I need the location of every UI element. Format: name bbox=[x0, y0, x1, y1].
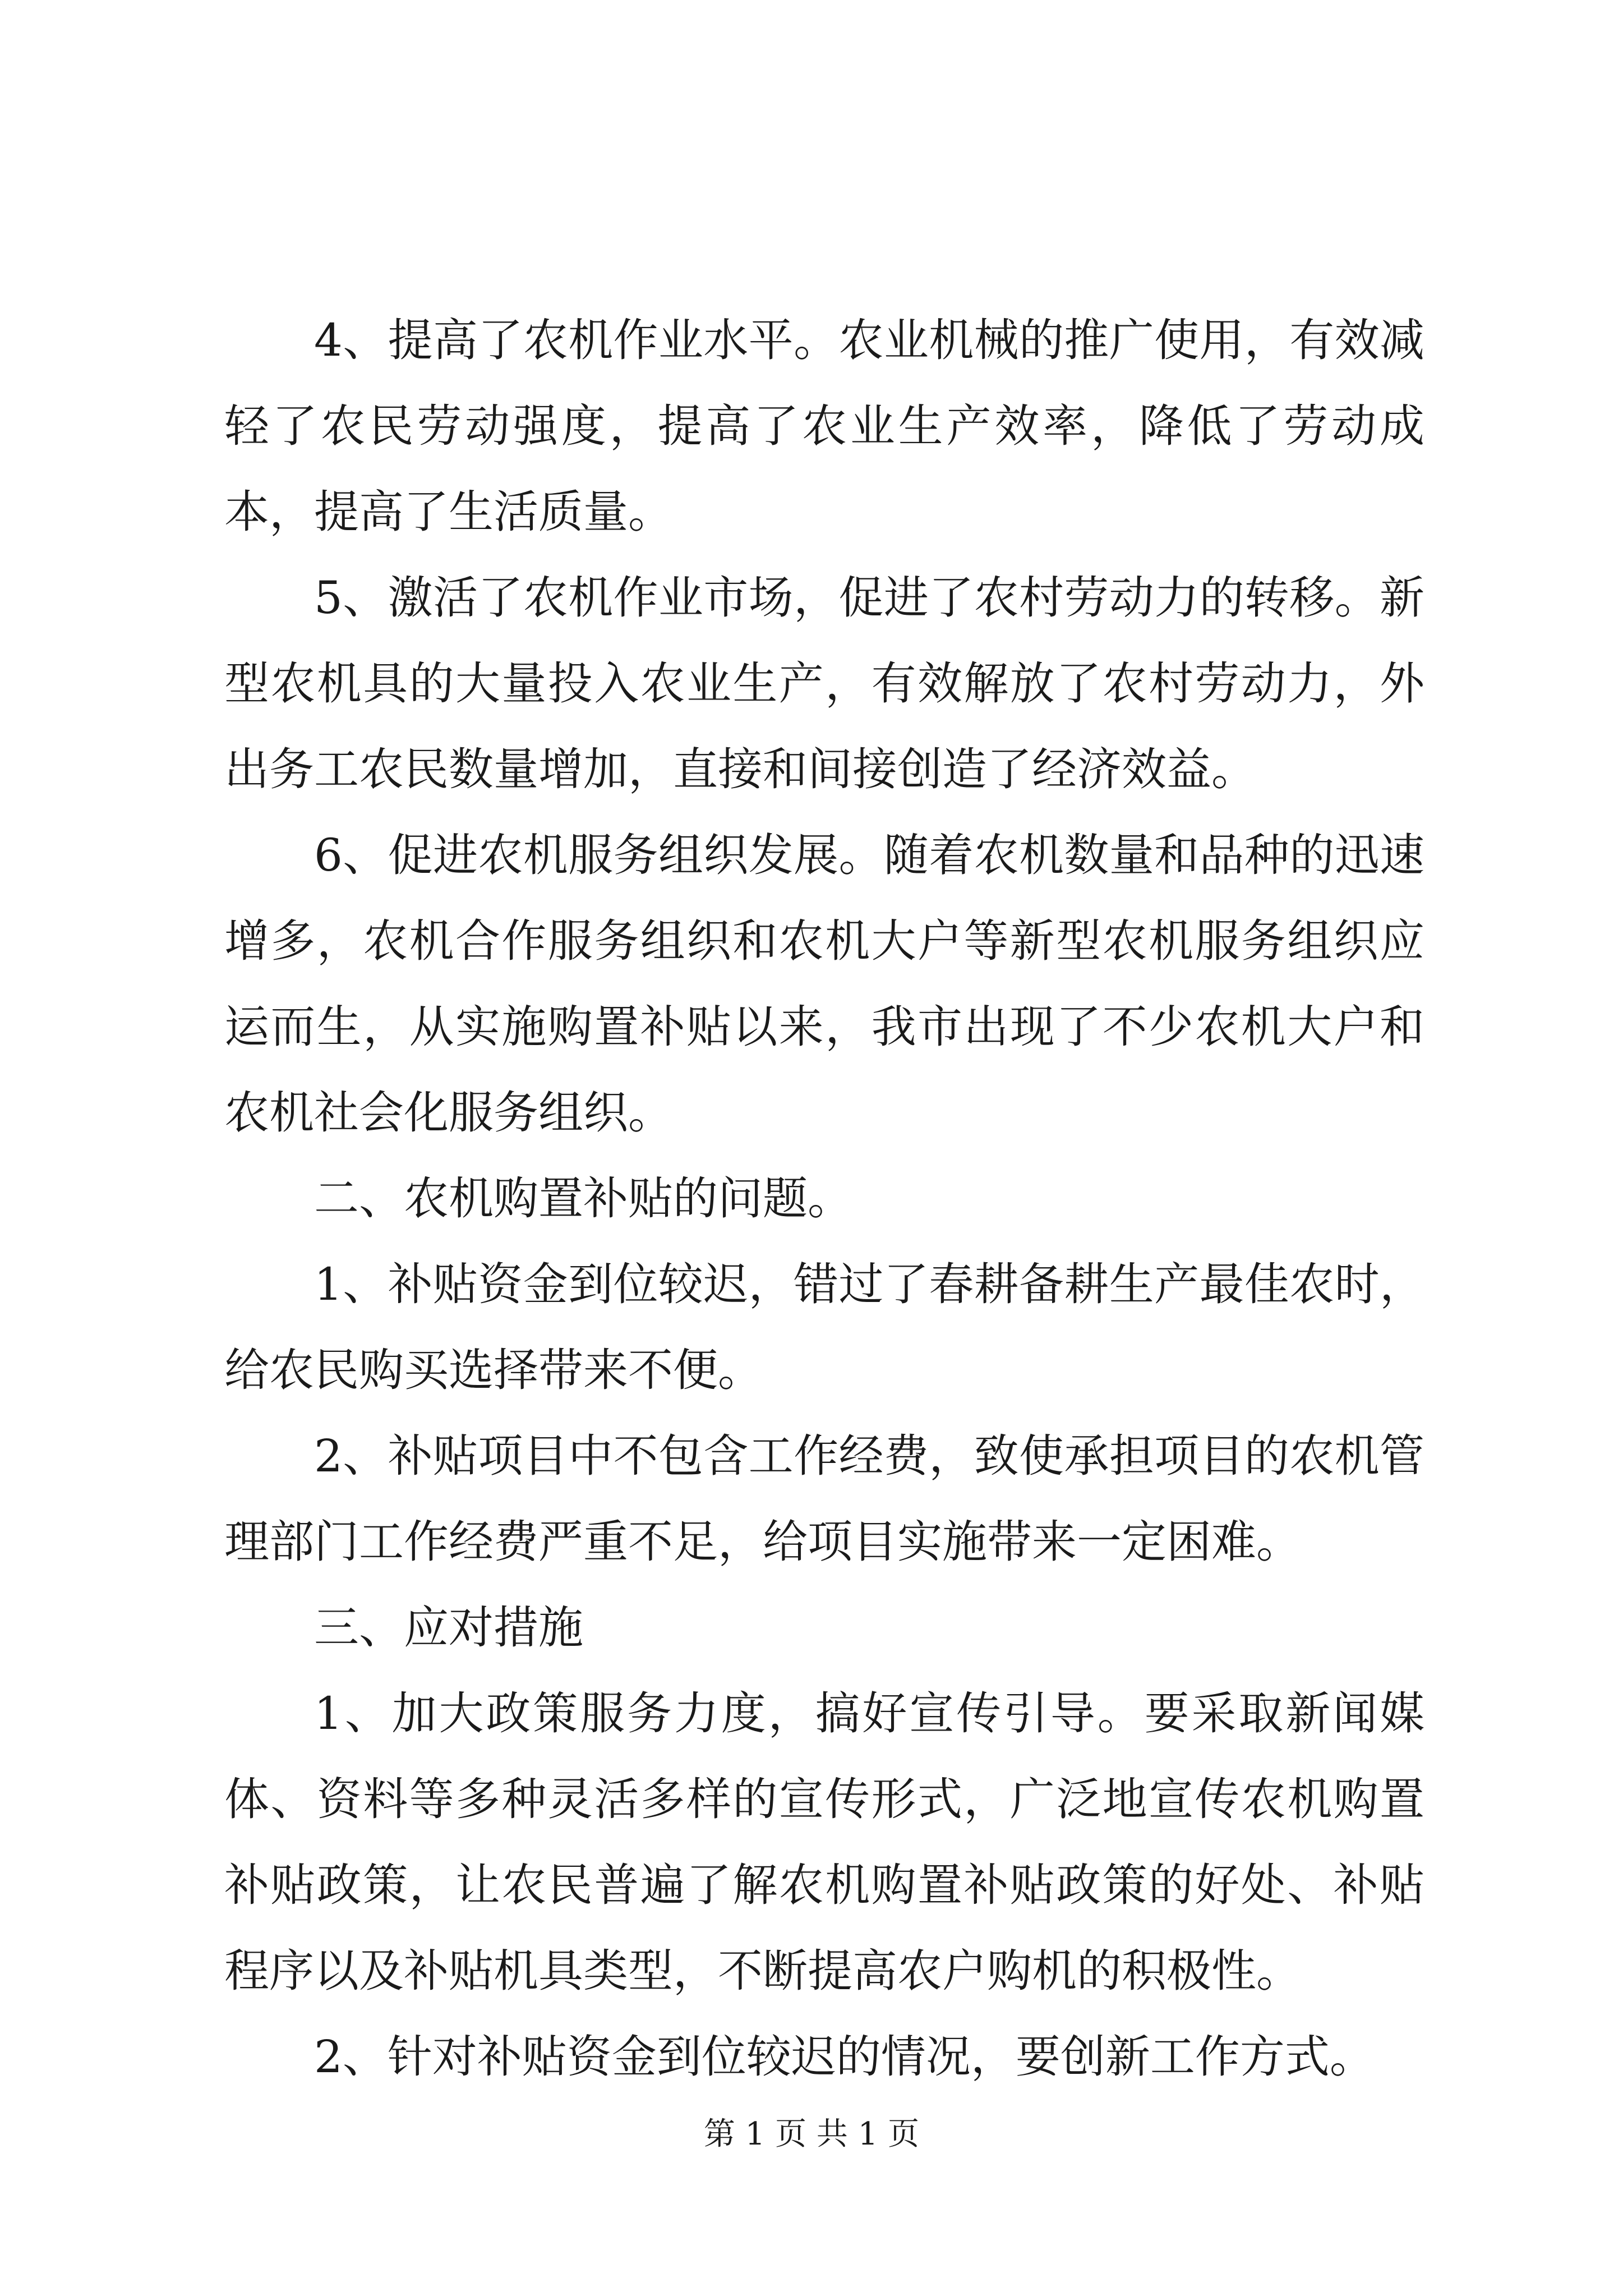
paragraph-problem-2: 2、补贴项目中不包含工作经费，致使承担项目的农机管理部门工作经费严重不足，给项目实施带来一定困难。 bbox=[224, 1430, 1424, 1568]
paragraph-achievement-6: 6、促进农机服务组织发展。随着农机数量和品种的迅速增多，农机合作服务组织和农机大户等新型农机服务组织应运而生，从实施购置补贴以来，我市出现了不少农机大户和农机社会化服务组织。 bbox=[224, 829, 1424, 1139]
paragraph-achievement-5: 5、激活了农机作业市场，促进了农村劳动力的转移。新型农机具的大量投入农业生产，有效解放了农村劳动力，外出务工农民数量增加，直接和间接创造了经济效益。 bbox=[224, 572, 1424, 795]
section-heading-measures: 三、应对措施 bbox=[314, 1602, 583, 1654]
section-heading-problems: 二、农机购置补贴的问题。 bbox=[314, 1172, 852, 1225]
paragraph-measure-1: 1、加大政策服务力度，搞好宣传引导。要采取新闻媒体、资料等多种灵活多样的宣传形式，广泛地宣传农机购置补贴政策，让农民普遍了解农机购置补贴政策的好处、补贴程序以及补贴机具类型，不断提高农户购机的积极性。 bbox=[224, 1687, 1424, 1997]
paragraph-measure-2: 2、针对补贴资金到位较迟的情况，要创新工作方式。 bbox=[314, 2031, 1375, 2083]
paragraph-achievement-4: 4、提高了农机作业水平。农业机械的推广使用，有效减轻了农民劳动强度，提高了农业生产效率，降低了劳动成本，提高了生活质量。 bbox=[224, 314, 1424, 538]
paragraph-problem-1: 1、补贴资金到位较迟，错过了春耕备耕生产最佳农时，给农民购买选择带来不便。 bbox=[224, 1258, 1424, 1396]
page-number-footer: 第 1 页 共 1 页 bbox=[703, 2116, 920, 2152]
document-body bbox=[224, 297, 1424, 2100]
